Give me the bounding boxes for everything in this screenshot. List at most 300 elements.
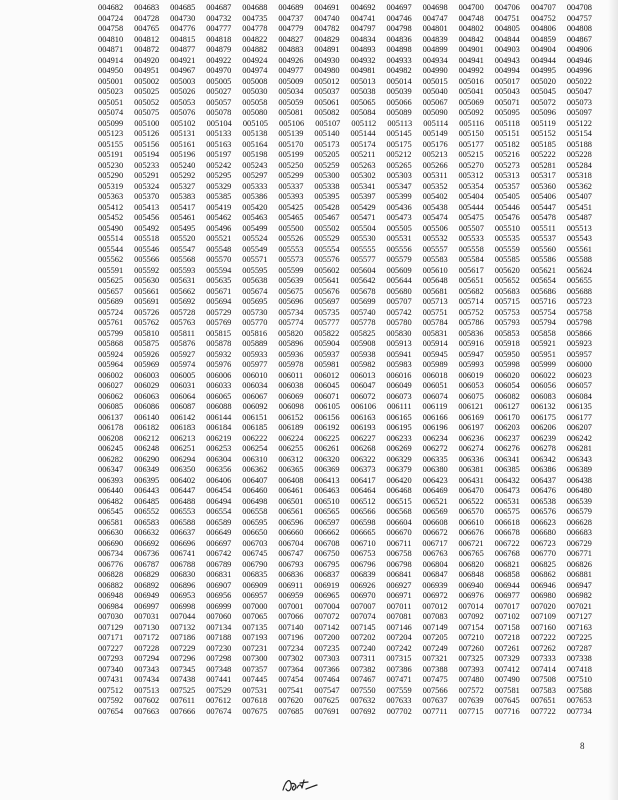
roll-number: 006464	[350, 486, 376, 495]
roll-number: 005553	[278, 244, 304, 254]
roll-number: 005149	[422, 129, 448, 138]
roll-number: 004815	[170, 34, 196, 44]
roll-number: 006589	[206, 517, 232, 527]
roll-number: 006290	[134, 454, 160, 464]
roll-number: 006788	[170, 559, 196, 569]
number-row	[98, 360, 592, 371]
roll-number: 005853	[494, 328, 520, 338]
roll-number: 006000	[566, 360, 592, 369]
number-row	[98, 381, 592, 392]
roll-number: 005095	[494, 108, 520, 117]
roll-number: 007142	[314, 622, 340, 632]
page-number: 8	[580, 741, 585, 751]
roll-number: 004844	[494, 34, 520, 44]
roll-number: 005347	[386, 181, 412, 191]
roll-number: 005810	[134, 328, 160, 338]
roll-number: 004806	[530, 24, 556, 33]
roll-number: 007127	[566, 612, 592, 621]
roll-number: 005998	[494, 360, 520, 369]
roll-number: 006156	[314, 412, 340, 422]
roll-number: 005524	[242, 234, 268, 243]
roll-number: 005053	[170, 97, 196, 107]
roll-number: 005047	[566, 87, 592, 96]
roll-number: 006480	[566, 486, 592, 495]
roll-number: 005273	[494, 160, 520, 170]
roll-number: 005104	[206, 118, 232, 128]
roll-number: 005370	[134, 192, 160, 201]
roll-number: 006795	[314, 559, 340, 569]
roll-number: 005875	[134, 339, 160, 348]
roll-number: 006588	[170, 517, 196, 527]
roll-number: 006031	[170, 381, 196, 390]
roll-number: 006320	[314, 454, 340, 464]
roll-number: 005947	[458, 349, 484, 359]
roll-number: 005504	[350, 223, 376, 233]
roll-number: 006999	[206, 601, 232, 611]
roll-number: 005941	[386, 349, 412, 359]
roll-number: 006016	[386, 370, 412, 380]
roll-number: 005825	[350, 328, 376, 338]
roll-number: 005699	[350, 297, 376, 306]
roll-number: 005082	[314, 108, 340, 117]
roll-number: 007163	[566, 622, 592, 632]
roll-number: 005492	[134, 223, 160, 233]
roll-number: 006253	[206, 444, 232, 453]
roll-number: 006742	[206, 549, 232, 558]
roll-number: 004737	[278, 13, 304, 23]
number-row	[98, 245, 592, 256]
roll-number: 005313	[494, 171, 520, 180]
roll-number: 005558	[458, 244, 484, 254]
roll-number: 004778	[242, 24, 268, 33]
roll-number: 005576	[314, 255, 340, 264]
roll-number: 005621	[530, 265, 556, 275]
roll-number: 007329	[494, 654, 520, 663]
roll-number: 006310	[242, 454, 268, 464]
roll-number: 005089	[386, 108, 412, 117]
roll-number: 005447	[530, 202, 556, 212]
roll-number: 004879	[206, 45, 232, 54]
roll-number: 006485	[134, 496, 160, 506]
number-row	[98, 570, 592, 581]
roll-number: 005080	[242, 108, 268, 117]
roll-number: 007065	[242, 612, 268, 621]
roll-number: 005831	[422, 328, 448, 338]
roll-number: 006554	[206, 507, 232, 516]
roll-number: 005511	[530, 223, 556, 233]
roll-number: 007261	[494, 643, 520, 653]
roll-number: 006380	[422, 465, 448, 474]
roll-number: 006745	[242, 549, 268, 558]
roll-number: 007722	[530, 706, 556, 716]
roll-number: 005395	[314, 192, 340, 201]
roll-number: 005609	[386, 265, 412, 275]
roll-number: 006515	[386, 496, 412, 506]
roll-number: 006045	[314, 381, 340, 390]
roll-number: 007186	[170, 633, 196, 642]
roll-number: 006741	[170, 549, 196, 558]
roll-number: 005090	[422, 108, 448, 117]
number-row	[98, 434, 592, 445]
roll-number: 005133	[206, 129, 232, 138]
roll-number: 006721	[458, 538, 484, 548]
roll-number: 005556	[386, 244, 412, 254]
roll-number: 006470	[458, 486, 484, 495]
roll-number: 006665	[350, 528, 376, 537]
roll-number: 005594	[206, 265, 232, 275]
roll-number: 005657	[98, 286, 124, 296]
roll-number: 007612	[205, 696, 232, 705]
roll-number: 007066	[278, 612, 304, 621]
roll-number: 006697	[206, 538, 232, 548]
roll-number: 005451	[566, 202, 592, 212]
roll-number: 006829	[134, 570, 160, 579]
number-row	[98, 476, 592, 487]
roll-number: 005977	[242, 360, 268, 369]
roll-number: 006002	[98, 370, 124, 380]
roll-number: 006178	[98, 423, 124, 432]
roll-number: 006105	[314, 402, 340, 411]
roll-number: 006896	[170, 580, 196, 590]
roll-number: 005119	[530, 118, 556, 128]
roll-number: 005302	[350, 171, 376, 180]
number-row	[98, 612, 592, 623]
number-row	[98, 339, 592, 350]
roll-number-list	[98, 3, 592, 717]
roll-number: 006956	[206, 591, 232, 600]
roll-number: 005317	[530, 171, 556, 180]
roll-number: 006073	[386, 391, 412, 401]
roll-number: 004944	[530, 55, 556, 65]
roll-number: 005969	[134, 360, 160, 369]
number-row	[98, 45, 592, 56]
roll-number: 004691	[314, 3, 340, 12]
roll-number: 005487	[566, 213, 592, 222]
number-row	[98, 675, 592, 686]
roll-number: 007300	[242, 654, 268, 663]
roll-number: 005397	[350, 192, 376, 201]
roll-number: 006632	[134, 528, 160, 537]
roll-number: 006237	[494, 433, 520, 443]
roll-number: 005604	[350, 265, 376, 275]
roll-number: 006770	[530, 549, 556, 558]
roll-number: 006997	[134, 601, 160, 611]
roll-number: 007550	[350, 685, 376, 695]
roll-number: 005383	[170, 192, 196, 201]
roll-number: 005463	[242, 213, 268, 222]
roll-number: 007490	[494, 675, 520, 684]
roll-number: 006385	[494, 465, 520, 474]
roll-number: 006183	[170, 423, 196, 432]
roll-number: 004746	[386, 13, 412, 23]
roll-number: 005436	[386, 202, 412, 212]
roll-number: 004829	[314, 34, 340, 44]
roll-number: 005638	[242, 276, 268, 285]
roll-number: 005173	[314, 139, 340, 149]
roll-number: 006581	[98, 517, 124, 527]
roll-number: 007382	[350, 664, 376, 674]
roll-number: 005041	[458, 87, 484, 96]
roll-number: 004990	[422, 66, 448, 75]
number-row	[98, 497, 592, 508]
roll-number: 005131	[170, 129, 196, 138]
roll-number: 005419	[206, 202, 232, 212]
roll-number: 005904	[314, 339, 340, 348]
roll-number: 005312	[458, 171, 484, 180]
roll-number: 005926	[134, 349, 160, 359]
roll-number: 005964	[98, 360, 124, 369]
roll-number: 006747	[278, 549, 304, 558]
roll-number: 006051	[422, 381, 448, 390]
roll-number: 005250	[278, 160, 304, 170]
roll-number: 006386	[530, 465, 556, 474]
roll-number: 006335	[422, 454, 448, 464]
roll-number: 005715	[494, 297, 520, 306]
roll-number: 005780	[386, 318, 412, 327]
roll-number: 007637	[422, 696, 448, 705]
roll-number: 004685	[170, 3, 196, 12]
roll-number: 005175	[386, 139, 412, 149]
roll-number: 005505	[386, 223, 412, 233]
roll-number: 006033	[206, 381, 232, 390]
roll-number: 005500	[278, 223, 304, 233]
roll-number: 005548	[206, 244, 232, 254]
number-row	[98, 98, 592, 109]
roll-number: 005830	[386, 328, 412, 338]
roll-number: 006092	[242, 402, 268, 411]
roll-number: 004689	[278, 3, 304, 12]
roll-number: 007366	[314, 664, 340, 674]
roll-number: 005013	[350, 76, 376, 86]
roll-number: 006239	[530, 433, 556, 443]
roll-number: 006276	[494, 444, 520, 453]
roll-number: 005462	[206, 213, 232, 222]
number-row	[98, 371, 592, 382]
roll-number: 005005	[206, 76, 232, 86]
roll-number: 007249	[422, 643, 448, 653]
roll-number: 004758	[98, 24, 124, 33]
roll-number: 006787	[134, 559, 160, 569]
number-row	[98, 549, 592, 560]
number-row	[98, 234, 592, 245]
roll-number: 007364	[278, 664, 304, 674]
roll-number: 006373	[350, 465, 376, 474]
roll-number: 007625	[314, 696, 340, 705]
number-row	[98, 665, 592, 676]
roll-number: 006618	[494, 517, 520, 527]
roll-number: 006020	[494, 370, 520, 380]
roll-number: 005038	[350, 87, 376, 96]
roll-number: 004708	[566, 3, 592, 12]
roll-number: 006038	[278, 381, 304, 390]
roll-number: 006561	[278, 507, 304, 516]
roll-number: 006219	[206, 433, 232, 443]
number-row	[98, 77, 592, 88]
roll-number: 007030	[98, 612, 124, 621]
roll-number: 006736	[134, 549, 160, 558]
roll-number: 005407	[566, 192, 592, 201]
roll-number: 006637	[170, 528, 196, 537]
roll-number: 006847	[422, 570, 448, 579]
roll-number: 005546	[134, 244, 160, 254]
roll-number: 007102	[494, 612, 520, 621]
number-row	[98, 192, 592, 203]
roll-number: 006837	[314, 570, 340, 579]
roll-number: 005858	[530, 328, 556, 338]
roll-number: 005027	[206, 87, 232, 96]
number-row	[98, 161, 592, 172]
roll-number: 006082	[494, 391, 520, 401]
roll-number: 004914	[98, 55, 124, 65]
roll-number: 006144	[206, 412, 232, 422]
roll-number: 004930	[314, 55, 340, 65]
roll-number: 004950	[98, 66, 124, 75]
roll-number: 005723	[566, 297, 592, 306]
roll-number: 005691	[134, 297, 160, 306]
roll-number: 006121	[458, 402, 484, 411]
roll-number: 005138	[242, 129, 268, 138]
roll-number: 004688	[242, 3, 268, 12]
roll-number: 005233	[134, 160, 160, 170]
roll-number: 005937	[314, 349, 340, 359]
roll-number: 007547	[314, 685, 340, 695]
roll-number: 006463	[314, 486, 340, 495]
roll-number: 004797	[350, 24, 376, 33]
roll-number: 005329	[206, 181, 232, 191]
roll-number: 005490	[98, 223, 124, 233]
roll-number: 006568	[386, 507, 412, 516]
roll-number: 006596	[278, 517, 304, 527]
roll-number: 005682	[458, 286, 484, 296]
roll-number: 006789	[206, 559, 232, 569]
roll-number: 005951	[530, 349, 556, 359]
roll-number: 006072	[350, 391, 376, 401]
roll-number: 004941	[458, 55, 484, 65]
roll-number: 005561	[566, 244, 592, 254]
roll-number: 005182	[494, 139, 520, 149]
roll-number: 005815	[205, 328, 232, 338]
roll-number: 005092	[458, 108, 484, 117]
roll-number: 005417	[170, 202, 196, 212]
roll-number: 005295	[206, 171, 232, 180]
roll-number: 005770	[242, 318, 268, 327]
roll-number: 006984	[98, 601, 124, 611]
roll-number: 007242	[386, 643, 412, 653]
roll-number: 006170	[494, 412, 520, 422]
roll-number: 006369	[314, 465, 340, 474]
roll-number: 006083	[530, 391, 556, 401]
roll-number: 005215	[458, 150, 484, 159]
roll-number: 006322	[350, 454, 376, 464]
roll-number: 005164	[242, 139, 268, 149]
roll-number: 006203	[494, 423, 520, 432]
roll-number: 006907	[206, 580, 232, 590]
roll-number: 006431	[458, 475, 484, 485]
roll-number: 006758	[386, 549, 412, 558]
roll-number: 005714	[458, 297, 484, 306]
roll-number: 007620	[278, 696, 304, 705]
roll-number: 006826	[566, 559, 592, 569]
roll-number: 005444	[458, 202, 484, 212]
roll-number: 005923	[566, 339, 592, 348]
roll-number: 006948	[98, 591, 124, 600]
roll-number: 006909	[242, 580, 268, 590]
roll-number: 006206	[530, 423, 556, 432]
roll-number: 006539	[566, 496, 592, 506]
roll-number: 004724	[98, 13, 124, 23]
roll-number: 006662	[314, 528, 340, 537]
roll-number: 007135	[242, 622, 268, 632]
roll-number: 006027	[98, 381, 124, 390]
roll-number: 005300	[314, 171, 340, 180]
roll-number: 006521	[422, 496, 448, 506]
roll-number: 005639	[278, 276, 304, 285]
roll-number: 004805	[494, 24, 520, 33]
roll-number: 006553	[170, 507, 196, 516]
roll-number: 005513	[566, 223, 592, 233]
roll-number: 005014	[386, 76, 412, 86]
roll-number: 006953	[170, 591, 196, 600]
roll-number: 005126	[134, 129, 160, 138]
roll-number: 006980	[530, 591, 556, 600]
roll-number: 006395	[134, 475, 160, 485]
roll-number: 007012	[422, 601, 448, 611]
roll-number: 007529	[206, 685, 232, 695]
roll-number: 007513	[134, 685, 160, 695]
number-row	[98, 119, 592, 130]
roll-number: 007541	[278, 685, 304, 695]
roll-number: 005641	[314, 276, 340, 285]
roll-number: 005106	[279, 118, 305, 128]
roll-number: 006341	[494, 454, 520, 464]
number-row	[98, 140, 592, 151]
roll-number: 006858	[494, 570, 520, 579]
roll-number: 005150	[458, 129, 484, 138]
roll-number: 006408	[278, 475, 304, 485]
roll-number: 006583	[134, 517, 160, 527]
roll-number: 006207	[566, 423, 592, 432]
roll-number: 007298	[206, 654, 232, 663]
roll-number: 006047	[350, 381, 376, 390]
roll-number: 005674	[242, 286, 268, 296]
roll-number: 007146	[386, 622, 412, 632]
roll-number: 004996	[566, 66, 592, 75]
roll-number: 006440	[98, 486, 124, 495]
roll-number: 007140	[278, 622, 304, 632]
roll-number: 004752	[530, 13, 556, 23]
roll-number: 006946	[530, 580, 556, 590]
roll-number: 006804	[422, 559, 448, 569]
roll-number: 006796	[350, 559, 376, 569]
number-row	[98, 287, 592, 298]
roll-number: 005573	[278, 255, 304, 264]
number-row	[98, 297, 592, 308]
roll-number: 006569	[422, 507, 448, 516]
roll-number: 007081	[386, 612, 412, 621]
roll-number: 005918	[494, 339, 520, 348]
roll-number: 005518	[134, 234, 160, 243]
roll-number: 004735	[242, 13, 268, 23]
roll-number: 006575	[494, 507, 520, 516]
roll-number: 005478	[530, 213, 556, 222]
number-row	[98, 444, 592, 455]
roll-number: 006269	[386, 444, 412, 453]
roll-number: 006381	[458, 465, 484, 474]
roll-number: 007204	[386, 633, 412, 642]
roll-number: 005009	[278, 76, 304, 86]
roll-number: 005924	[98, 349, 124, 359]
roll-number: 005008	[242, 76, 268, 86]
